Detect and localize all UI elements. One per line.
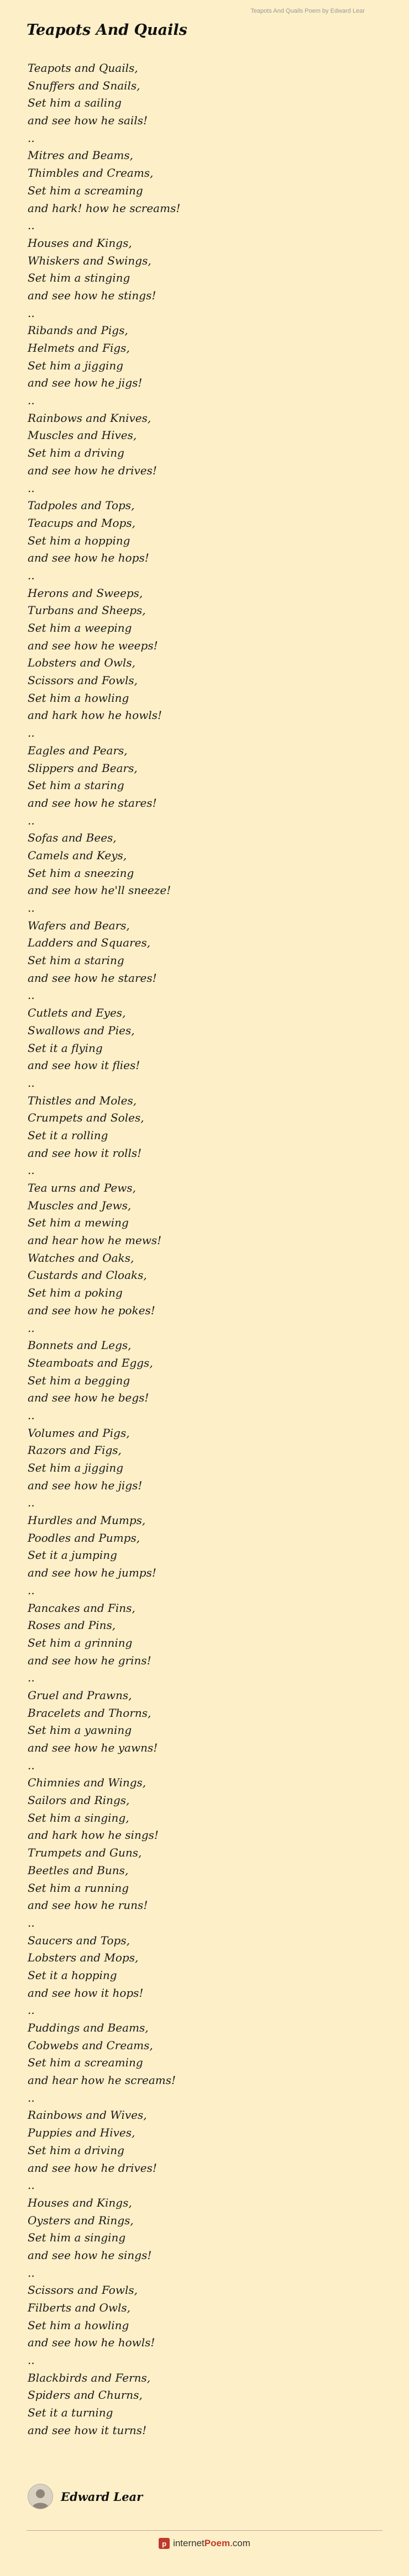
poem-line: Set him a running — [28, 1881, 129, 1895]
poem-line: Set him a driving — [28, 446, 124, 460]
brand-logo-icon: p — [159, 2538, 170, 2549]
author-avatar[interactable] — [28, 2484, 53, 2509]
poem-line: Hurdles and Mumps, — [28, 1514, 146, 1527]
poem-line: Ribands and Pigs, — [28, 324, 128, 337]
poem-line: Thistles and Moles, — [28, 1093, 137, 1107]
poem-line: Bracelets and Thorns, — [28, 1706, 151, 1720]
poem-line: and see how he'll sneeze! — [28, 884, 171, 897]
poem-line: Set it a hopping — [28, 1968, 117, 1982]
poem-line: and hear how he screams! — [28, 2074, 176, 2087]
poem-line: Set him a howling — [28, 691, 129, 705]
poem-line: Herons and Sweeps, — [28, 586, 143, 600]
poem-line: Scissors and Fowls, — [28, 2283, 138, 2297]
poem-line: Set him a screaming — [28, 183, 143, 197]
stanza-separator: .. — [28, 568, 35, 582]
poem-line: and hark! how he screams! — [28, 201, 181, 215]
poem-line: Thimbles and Creams, — [28, 166, 154, 180]
poem-line: and see how he sings! — [28, 2248, 152, 2262]
poem-line: and see how he stares! — [28, 971, 157, 985]
poem-line: Set him a howling — [28, 2318, 129, 2332]
poem-line: Set him a singing — [28, 2231, 126, 2245]
stanza-separator: .. — [28, 131, 35, 145]
stanza-separator: .. — [28, 2003, 35, 2017]
stanza-separator: .. — [28, 306, 35, 320]
poem-line: Puddings and Beams, — [28, 2021, 149, 2034]
poem-line: and see how he begs! — [28, 1391, 149, 1405]
poem-line: Crumpets and Soles, — [28, 1111, 144, 1125]
poem-line: Volumes and Pigs, — [28, 1426, 130, 1440]
poem-line: and see how he drives! — [28, 463, 157, 477]
author-name[interactable]: Edward Lear — [61, 2489, 143, 2504]
poem-line: and see how he stares! — [28, 796, 157, 810]
stanza-separator: .. — [28, 1758, 35, 1772]
poem-line: and hark how he howls! — [28, 708, 162, 722]
poem-line: Cutlets and Eyes, — [28, 1006, 126, 1020]
stanza-separator: .. — [28, 394, 35, 408]
stanza-separator: .. — [28, 813, 35, 827]
poem-line: Roses and Pins, — [28, 1618, 116, 1632]
stanza-separator: .. — [28, 1916, 35, 1929]
poem-line: Set him a mewing — [28, 1216, 129, 1230]
poem-line: and see how he jumps! — [28, 1566, 156, 1580]
poem-line: Cobwebs and Creams, — [28, 2038, 153, 2052]
poem-line: Set him a staring — [28, 954, 124, 967]
poem-line: Tadpoles and Tops, — [28, 499, 135, 512]
stanza-separator: .. — [28, 481, 35, 495]
poem-line: Houses and Kings, — [28, 2196, 132, 2209]
brand-prefix: internet — [173, 2538, 204, 2548]
poem-line: and hark how he sings! — [28, 1828, 159, 1842]
poem-line: Camels and Keys, — [28, 848, 127, 862]
poem-line: Muscles and Hives, — [28, 429, 137, 442]
poem-line: Gruel and Prawns, — [28, 1688, 132, 1702]
poem-line: Houses and Kings, — [28, 236, 132, 250]
poem-line: Blackbirds and Ferns, — [28, 2371, 151, 2384]
poem-line: Teacups and Mops, — [28, 516, 135, 530]
poem-line: Custards and Cloaks, — [28, 1268, 147, 1282]
stanza-separator: .. — [28, 2091, 35, 2104]
poem-line: Set him a weeping — [28, 621, 132, 634]
stanza-separator: .. — [28, 2266, 35, 2279]
stanza-separator: .. — [28, 2178, 35, 2192]
poem-line: Tea urns and Pews, — [28, 1181, 136, 1194]
poem-line: Set him a jigging — [28, 358, 124, 372]
stanza-separator: .. — [28, 1163, 35, 1177]
poem-line: and see how he runs! — [28, 1898, 148, 1912]
poem-line: Rainbows and Knives, — [28, 411, 151, 425]
poem-line: Lobsters and Mops, — [28, 1951, 139, 1965]
stanza-separator: .. — [28, 2353, 35, 2367]
poem-line: Teapots and Quails, — [28, 61, 138, 75]
poem-line: Steamboats and Eggs, — [28, 1356, 153, 1369]
poem-line: and see how he drives! — [28, 2161, 157, 2175]
poem-line: Lobsters and Owls, — [28, 656, 135, 670]
footer-divider — [27, 2530, 382, 2531]
poem-line: Poodles and Pumps, — [28, 1531, 140, 1544]
stanza-separator: .. — [28, 1076, 35, 1089]
poem-line: and see how it hops! — [28, 1986, 144, 2000]
poem-line: Bonnets and Legs, — [28, 1339, 132, 1352]
poem-line: and see how he weeps! — [28, 638, 158, 652]
poem-line: Snuffers and Snails, — [28, 78, 140, 92]
stanza-separator: .. — [28, 1321, 35, 1335]
poem-line: Pancakes and Fins, — [28, 1601, 135, 1615]
poem-line: Set it a turning — [28, 2406, 113, 2420]
poem-line: Wafers and Bears, — [28, 918, 130, 932]
poem-line: and see how he pokes! — [28, 1303, 155, 1317]
poem-line: Swallows and Pies, — [28, 1023, 135, 1037]
poem-line: and hear how he mews! — [28, 1234, 162, 1247]
stanza-separator: .. — [28, 219, 35, 232]
stanza-separator: .. — [28, 1408, 35, 1422]
poem-title: Teapots And Quails — [27, 22, 187, 39]
poem-line: Set it a jumping — [28, 1548, 117, 1562]
poem-line: and see how he jigs! — [28, 376, 143, 390]
footer-brand[interactable] — [0, 2538, 409, 2549]
stanza-separator: .. — [28, 1583, 35, 1597]
poem-line: and see how he hops! — [28, 551, 149, 565]
poem-line: Turbans and Sheeps, — [28, 604, 146, 617]
poem-line: Set him a sailing — [28, 96, 122, 110]
poem-line: Saucers and Tops, — [28, 1933, 130, 1947]
poem-line: and see how he stings! — [28, 288, 156, 302]
stanza-separator: .. — [28, 726, 35, 740]
brand-text — [173, 2538, 250, 2549]
poem-line: Sofas and Bees, — [28, 831, 117, 845]
poem-line: Set him a poking — [28, 1286, 123, 1300]
poem-line: and see how he sails! — [28, 114, 148, 128]
poem-line: and see how it turns! — [28, 2423, 147, 2437]
poem-line: Set it a flying — [28, 1041, 103, 1055]
poem-line: and see how he jigs! — [28, 1478, 143, 1492]
poem-line: Rainbows and Wives, — [28, 2108, 147, 2122]
poem-line: and see how he yawns! — [28, 1741, 158, 1754]
poem-body — [28, 60, 381, 2440]
poem-line: Set him a stinging — [28, 271, 130, 285]
poem-line: and see how it rolls! — [28, 1146, 142, 1160]
brand-poem: Poem — [204, 2538, 230, 2548]
poem-line: Muscles and Jews, — [28, 1198, 132, 1212]
poem-line: Beetles and Buns, — [28, 1863, 129, 1877]
poem-line: Trumpets and Guns, — [28, 1846, 142, 1860]
poem-line: Scissors and Fowls, — [28, 674, 138, 687]
poem-line: Spiders and Churns, — [28, 2388, 143, 2402]
poem-line: Chimnies and Wings, — [28, 1776, 146, 1790]
poem-line: Set him a jigging — [28, 1461, 124, 1474]
poem-line: and see how he howls! — [28, 2336, 155, 2350]
poem-line: Set him a driving — [28, 2143, 124, 2157]
poem-line: Watches and Oaks, — [28, 1251, 134, 1265]
poem-line: Mitres and Beams, — [28, 149, 133, 162]
poem-line: Set him a grinning — [28, 1636, 133, 1649]
author-block[interactable] — [28, 2484, 143, 2509]
poem-line: Eagles and Pears, — [28, 743, 128, 757]
poem-line: Ladders and Squares, — [28, 936, 151, 950]
poem-line: Oysters and Rings, — [28, 2213, 134, 2227]
portrait-icon — [28, 2484, 53, 2509]
brand-suffix: .com — [230, 2538, 250, 2548]
poem-line: Set him a yawning — [28, 1723, 132, 1737]
poem-line: Razors and Figs, — [28, 1443, 122, 1457]
poem-line: Whiskers and Swings, — [28, 253, 151, 267]
poem-line: Slippers and Bears, — [28, 761, 138, 775]
poem-line: and see how he grins! — [28, 1653, 151, 1667]
poem-line: Set him a staring — [28, 779, 124, 792]
stanza-separator: .. — [28, 1671, 35, 1685]
poem-line: Helmets and Figs, — [28, 341, 130, 355]
poem-line: Set him a begging — [28, 1373, 130, 1387]
poem-line: and see how it flies! — [28, 1059, 140, 1072]
poem-line: Puppies and Hives, — [28, 2126, 135, 2140]
poem-line: Set him a screaming — [28, 2056, 143, 2070]
poem-line: Sailors and Rings, — [28, 1794, 130, 1807]
header-caption: Teapots And Quails Poem by Edward Lear — [250, 8, 365, 14]
stanza-separator: .. — [28, 988, 35, 1002]
stanza-separator: .. — [28, 1496, 35, 1510]
stanza-separator: .. — [28, 901, 35, 914]
poem-line: Filberts and Owls, — [28, 2301, 131, 2314]
poem-line: Set him a singing, — [28, 1811, 129, 1824]
poem-line: Set him a hopping — [28, 533, 130, 547]
poem-line: Set it a rolling — [28, 1128, 108, 1142]
poem-line: Set him a sneezing — [28, 866, 134, 880]
